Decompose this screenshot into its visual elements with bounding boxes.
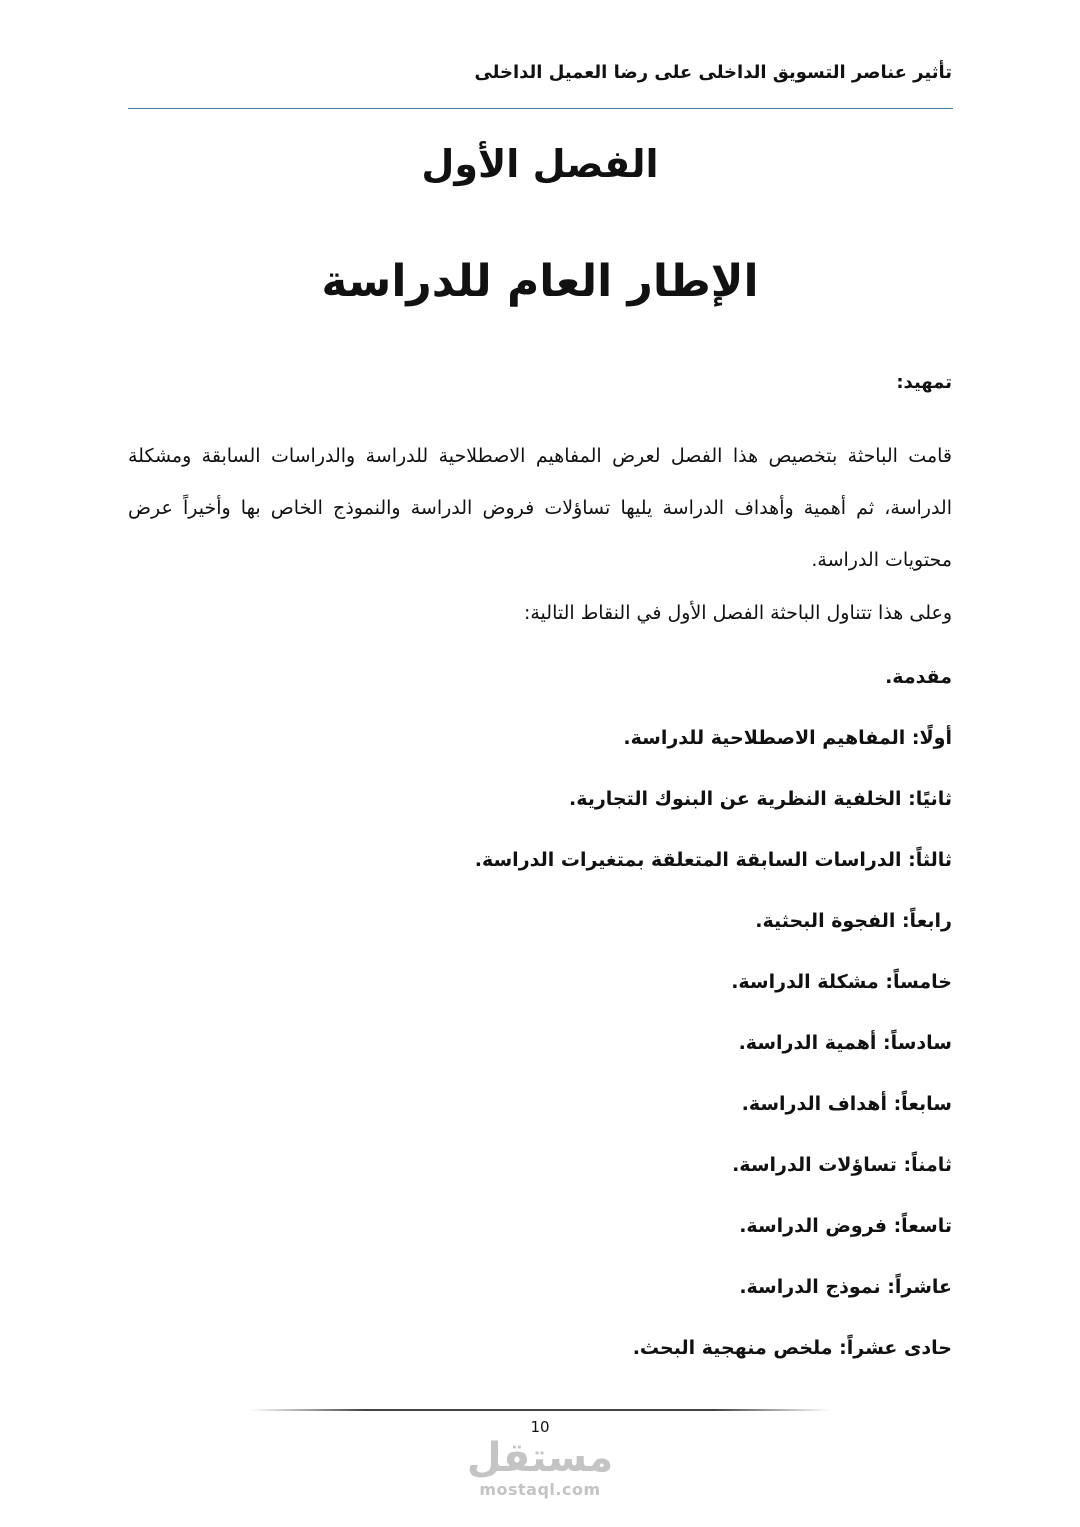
outline-item: سابعاً: أهداف الدراسة.	[741, 1093, 952, 1115]
outline-item: عاشراً: نموذج الدراسة.	[739, 1276, 952, 1298]
intro-paragraph: قامت الباحثة بتخصيص هذا الفصل لعرض المفاهيم الاصطلاحية للدراسة والدراسات السابقة ومشكلة الدراسة، ثم أهمية وأهداف الدراسة يليها تساؤلات فروض الدراسة والنموذج الخاص بها وأخيراً عرض محتويات الدراسة.	[128, 445, 952, 571]
chapter-subtitle: الإطار العام للدراسة	[321, 256, 759, 307]
outline-item: حادى عشراً: ملخص منهجية البحث.	[632, 1337, 952, 1359]
outline-item: مقدمة.	[885, 666, 952, 688]
header-rule	[128, 108, 953, 109]
watermark-domain: mostaql.com	[479, 1480, 601, 1499]
intro-heading: تمهيد:	[896, 372, 952, 393]
outline-item: أولًا: المفاهيم الاصطلاحية للدراسة.	[623, 727, 952, 749]
outline-item: خامساً: مشكلة الدراسة.	[731, 971, 952, 993]
points-lead: وعلى هذا تتناول الباحثة الفصل الأول في النقاط التالية:	[523, 602, 952, 624]
outline-item: ثامناً: تساؤلات الدراسة.	[732, 1154, 952, 1176]
chapter-title: الفصل الأول	[421, 142, 659, 186]
outline-item: سادساً: أهمية الدراسة.	[738, 1032, 952, 1054]
footer-rule	[250, 1409, 830, 1411]
watermark-logo	[440, 1436, 640, 1500]
running-header: تأثير عناصر التسويق الداخلى على رضا العميل الداخلى	[474, 62, 952, 83]
outline-item: رابعاً: الفجوة البحثية.	[755, 910, 952, 932]
chapter-outline	[475, 663, 952, 1395]
page-number: 10	[530, 1418, 550, 1436]
outline-item: ثالثاً: الدراسات السابقة المتعلقة بمتغيرات الدراسة.	[474, 849, 952, 871]
outline-item: تاسعاً: فروض الدراسة.	[739, 1215, 952, 1237]
outline-item: ثانيًا: الخلفية النظرية عن البنوك التجارية.	[568, 788, 952, 810]
watermark-arabic: مستقل	[466, 1435, 614, 1481]
